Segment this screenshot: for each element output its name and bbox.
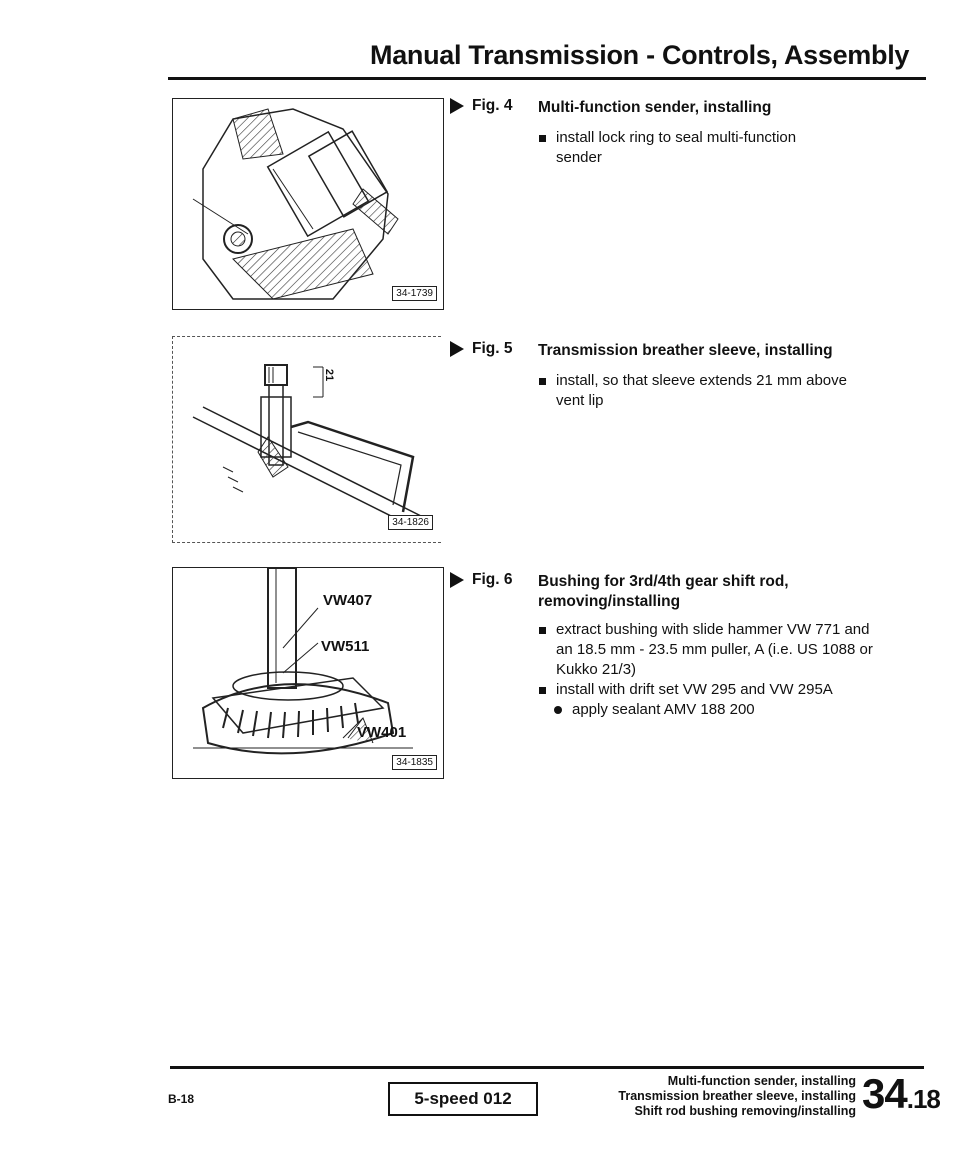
edition-box: 5-speed 012 bbox=[388, 1082, 538, 1116]
figure-6-title: Bushing for 3rd/4th gear shift rod, removing/installing bbox=[538, 573, 789, 610]
figure-4-steps bbox=[538, 128, 838, 168]
bushing-drawing bbox=[173, 568, 443, 778]
figure-4-title: Multi-function sender, installing bbox=[538, 99, 772, 116]
figure-6-illustration bbox=[172, 567, 444, 779]
step-item: extract bushing with slide hammer VW 771 and an 18.5 mm - 23.5 mm puller, A (i.e. US 1088 or Kukko 21/3) bbox=[538, 620, 878, 680]
toc-item: Multi-function sender, installing bbox=[667, 1074, 856, 1088]
figure-5-steps bbox=[538, 371, 878, 411]
section-number bbox=[862, 1070, 940, 1118]
toc-item: Transmission breather sleeve, installing bbox=[618, 1089, 856, 1103]
footer-rule bbox=[170, 1066, 924, 1069]
step-item: install, so that sleeve extends 21 mm above vent lip bbox=[538, 371, 878, 411]
page-title: Manual Transmission - Controls, Assembly bbox=[370, 40, 910, 70]
substep-item: apply sealant AMV 188 200 bbox=[538, 700, 878, 720]
breather-drawing bbox=[173, 337, 441, 542]
tool-label-vw401: VW401 bbox=[357, 724, 407, 741]
figure-5-code: 34-1826 bbox=[388, 515, 433, 530]
footer-toc bbox=[556, 1074, 856, 1119]
sender-drawing bbox=[173, 99, 443, 309]
step-item: install with drift set VW 295 and VW 295A bbox=[538, 680, 878, 700]
section-minor: .18 bbox=[906, 1084, 940, 1114]
tool-label-vw511: VW511 bbox=[321, 638, 370, 655]
figure-6-code: 34-1835 bbox=[392, 755, 437, 770]
figure-5-title: Transmission breather sleeve, installing bbox=[538, 342, 833, 359]
step-item: install lock ring to seal multi-function sender bbox=[538, 128, 838, 168]
toc-item: Shift rod bushing removing/installing bbox=[634, 1104, 856, 1118]
section-major: 34 bbox=[862, 1070, 907, 1117]
page-number: B-18 bbox=[168, 1092, 195, 1106]
figure-5-label: Fig. 5 bbox=[450, 340, 512, 358]
header-rule bbox=[168, 77, 926, 80]
arrow-right-icon bbox=[450, 98, 464, 114]
dimension-label: 21 bbox=[323, 368, 336, 382]
tool-label-vw407: VW407 bbox=[323, 592, 373, 609]
figure-6-steps bbox=[538, 620, 878, 720]
figure-6-label: Fig. 6 bbox=[450, 571, 512, 589]
figure-4-label: Fig. 4 bbox=[450, 97, 512, 115]
arrow-right-icon bbox=[450, 572, 464, 588]
figure-4-code: 34-1739 bbox=[392, 286, 437, 301]
figure-5-illustration bbox=[172, 336, 441, 543]
figure-4-illustration bbox=[172, 98, 444, 310]
arrow-right-icon bbox=[450, 341, 464, 357]
